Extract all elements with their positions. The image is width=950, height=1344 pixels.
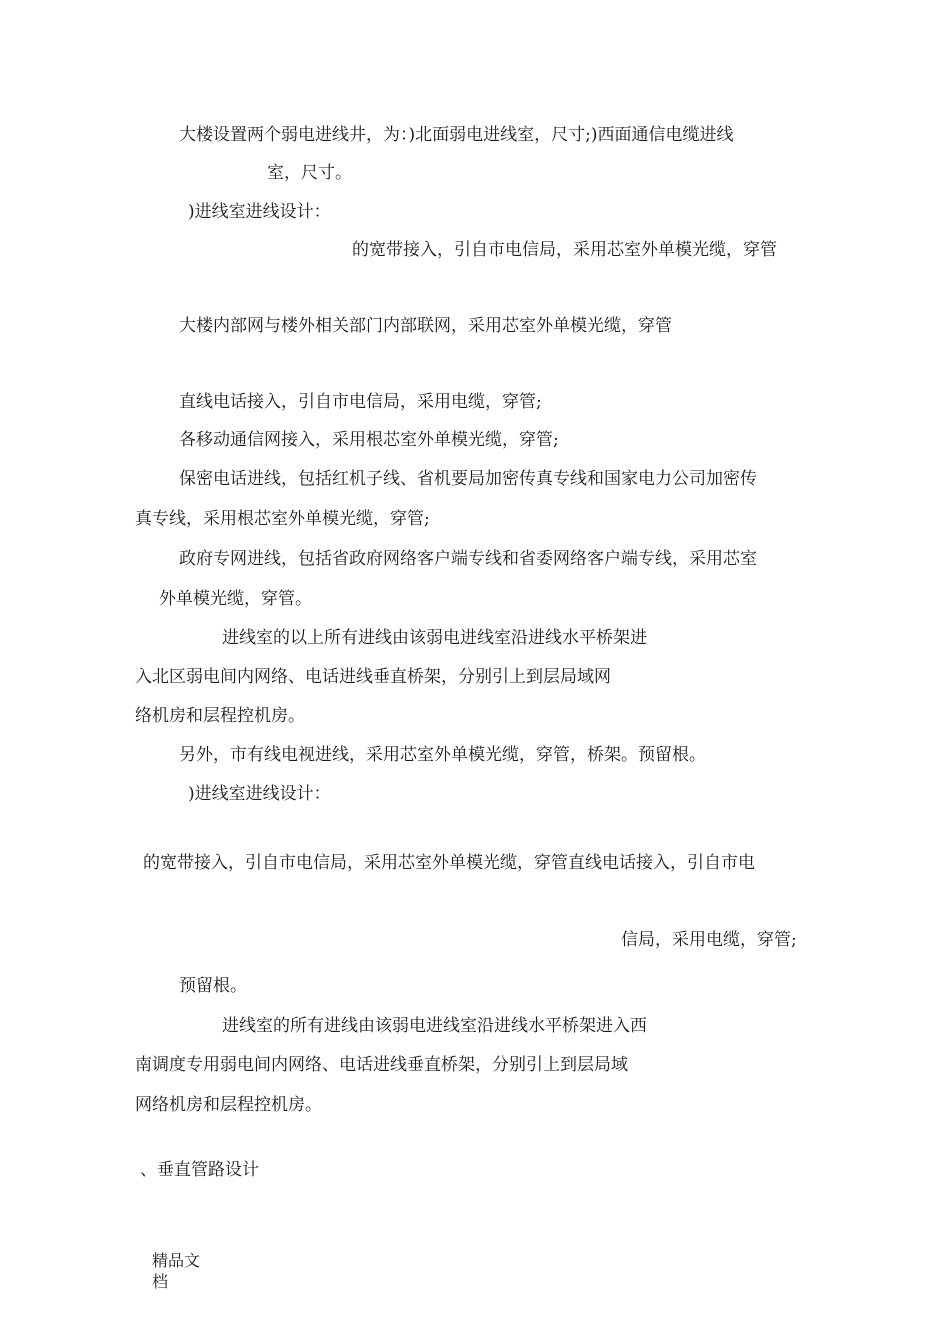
paragraph-line: 室，尺寸。 [267,163,352,183]
paragraph-line: 网络机房和层程控机房。 [135,1095,322,1115]
paragraph-line: 络机房和层程控机房。 [135,706,305,726]
paragraph-line: 进线室的以上所有进线由该弱电进线室沿进线水平桥架进 [222,628,647,648]
paragraph-line: 的宽带接入，引自市电信局，采用芯室外单模光缆，穿管直线电话接入，引自市电 [143,853,755,873]
paragraph-line: 大楼内部网与楼外相关部门内部联网，采用芯室外单模光缆，穿管 [179,316,672,336]
paragraph-line: 政府专网进线，包括省政府网络客户端专线和省委网络客户端专线，采用芯室 [179,549,757,569]
paragraph-line: 预留根。 [179,976,247,996]
section-heading: 、垂直管路设计 [140,1160,259,1180]
paragraph-line: 信局，采用电缆，穿管; [621,930,797,950]
paragraph-line: 大楼设置两个弱电进线井，为：)北面弱电进线室，尺寸;)西面通信电缆进线 [179,125,734,145]
paragraph-line: 外单模光缆，穿管。 [159,589,312,609]
paragraph-line: 保密电话进线，包括红机子线、省机要局加密传真专线和国家电力公司加密传 [179,469,757,489]
paragraph-line: 直线电话接入，引自市电信局，采用电缆，穿管; [179,392,542,412]
watermark-text: 精品文 [152,1251,201,1270]
section-heading: )进线室进线设计： [188,784,331,804]
paragraph-line: 入北区弱电间内网络、电话进线垂直桥架，分别引上到层局域网 [135,667,611,687]
paragraph-line: 真专线，采用根芯室外单模光缆，穿管; [135,509,430,529]
paragraph-line: 的宽带接入，引自市电信局，采用芯室外单模光缆，穿管 [352,240,777,260]
paragraph-line: 进线室的所有进线由该弱电进线室沿进线水平桥架进入西 [222,1016,647,1036]
section-heading: )进线室进线设计： [188,202,331,222]
watermark-text: 档 [152,1272,169,1291]
paragraph-line: 各移动通信网接入，采用根芯室外单模光缆，穿管; [179,430,559,450]
paragraph-line: 另外，市有线电视进线，采用芯室外单模光缆，穿管，桥架。预留根。 [179,745,706,765]
paragraph-line: 南调度专用弱电间内网络、电话进线垂直桥架，分别引上到层局域 [135,1055,628,1075]
